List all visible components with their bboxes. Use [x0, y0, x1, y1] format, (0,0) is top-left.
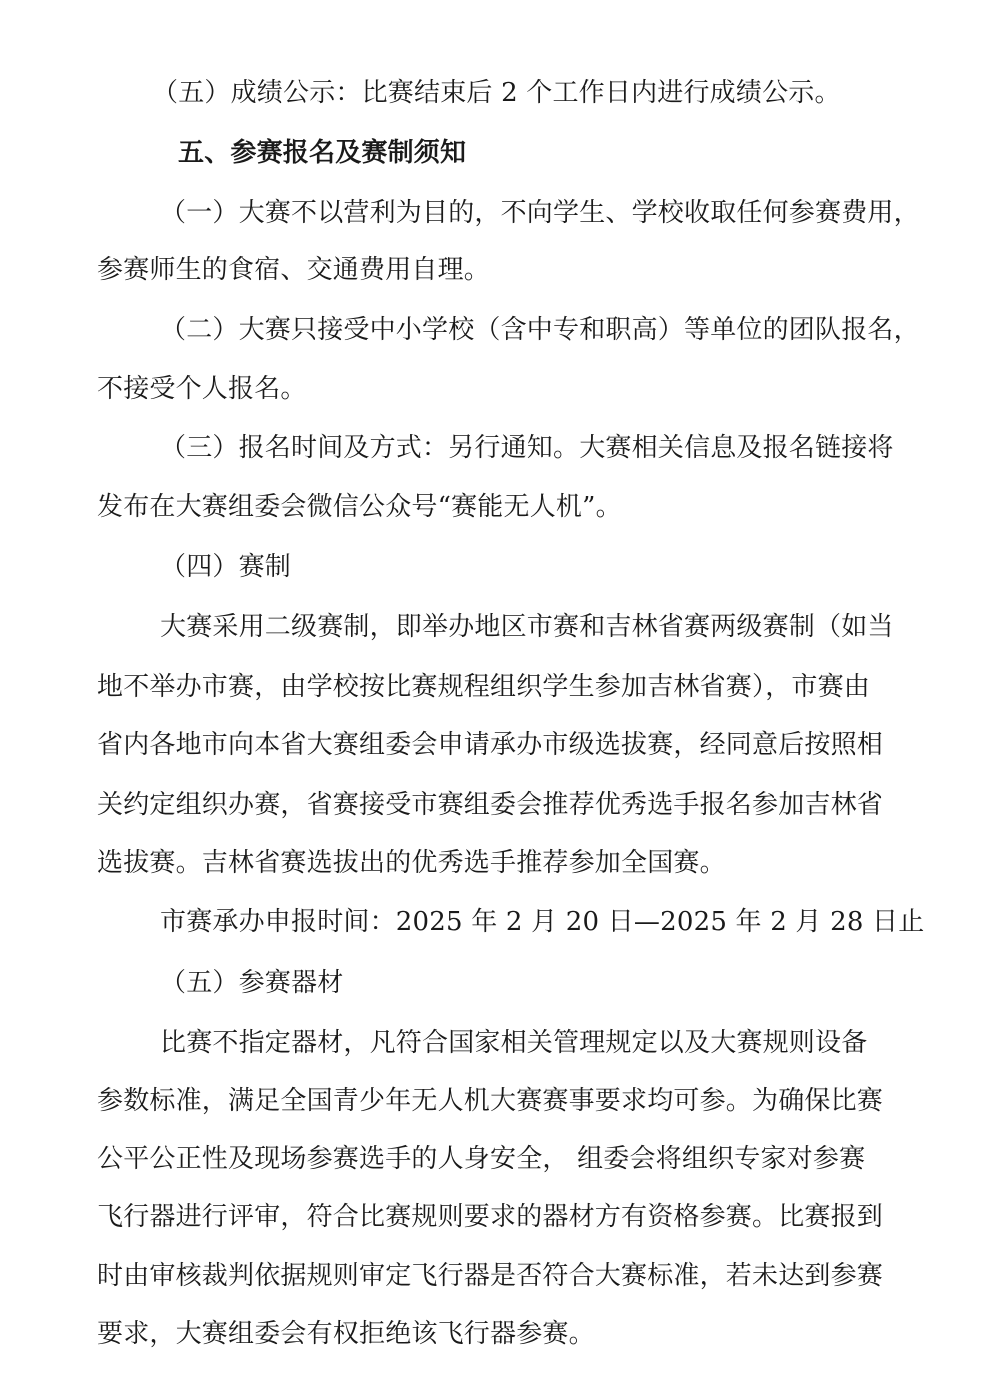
paragraph-line: （五）成绩公示：比赛结束后 2 个工作日内进行成绩公示。 [152, 78, 841, 108]
paragraph-line: 省内各地市向本省大赛组委会申请承办市级选拔赛，经同意后按照相 [97, 730, 884, 760]
paragraph-line: 要求，大赛组委会有权拒绝该飞行器参赛。 [97, 1319, 595, 1349]
subsection-heading: （四）赛制 [160, 552, 292, 582]
paragraph-line: 关约定组织办赛，省赛接受市赛组委会推荐优秀选手报名参加吉林省 [97, 790, 884, 820]
section-heading: 五、参赛报名及赛制须知 [178, 138, 467, 168]
paragraph-line: （一）大赛不以营利为目的，不向学生、学校收取任何参赛费用， [160, 198, 920, 228]
paragraph-line: 时由审核裁判依据规则审定飞行器是否符合大赛标准，若未达到参赛 [97, 1261, 884, 1291]
paragraph-line: 比赛不指定器材，凡符合国家相关管理规定以及大赛规则设备 [160, 1028, 868, 1058]
paragraph-line: 飞行器进行评审，符合比赛规则要求的器材方有资格参赛。比赛报到 [97, 1202, 884, 1232]
subsection-heading: （五）参赛器材 [160, 968, 344, 998]
paragraph-line: 大赛采用二级赛制，即举办地区市赛和吉林省赛两级赛制（如当 [160, 612, 894, 642]
paragraph-line: 公平公正性及现场参赛选手的人身安全， 组委会将组织专家对参赛 [97, 1144, 866, 1174]
paragraph-line: 市赛承办申报时间：2025 年 2 月 20 日—2025 年 2 月 28 日止 [160, 907, 925, 937]
paragraph-line: 参赛师生的食宿、交通费用自理。 [97, 255, 491, 285]
paragraph-line: 参数标准，满足全国青少年无人机大赛赛事要求均可参。为确保比赛 [97, 1086, 884, 1116]
paragraph-line: 地不举办市赛，由学校按比赛规程组织学生参加吉林省赛），市赛由 [97, 672, 871, 702]
paragraph-line: 选拔赛。吉林省赛选拔出的优秀选手推荐参加全国赛。 [97, 848, 726, 878]
paragraph-line: 不接受个人报名。 [97, 374, 307, 404]
paragraph-line: 发布在大赛组委会微信公众号“赛能无人机”。 [97, 492, 622, 522]
paragraph-line: （二）大赛只接受中小学校（含中专和职高）等单位的团队报名， [160, 315, 920, 345]
paragraph-line: （三）报名时间及方式：另行通知。大赛相关信息及报名链接将 [160, 433, 894, 463]
